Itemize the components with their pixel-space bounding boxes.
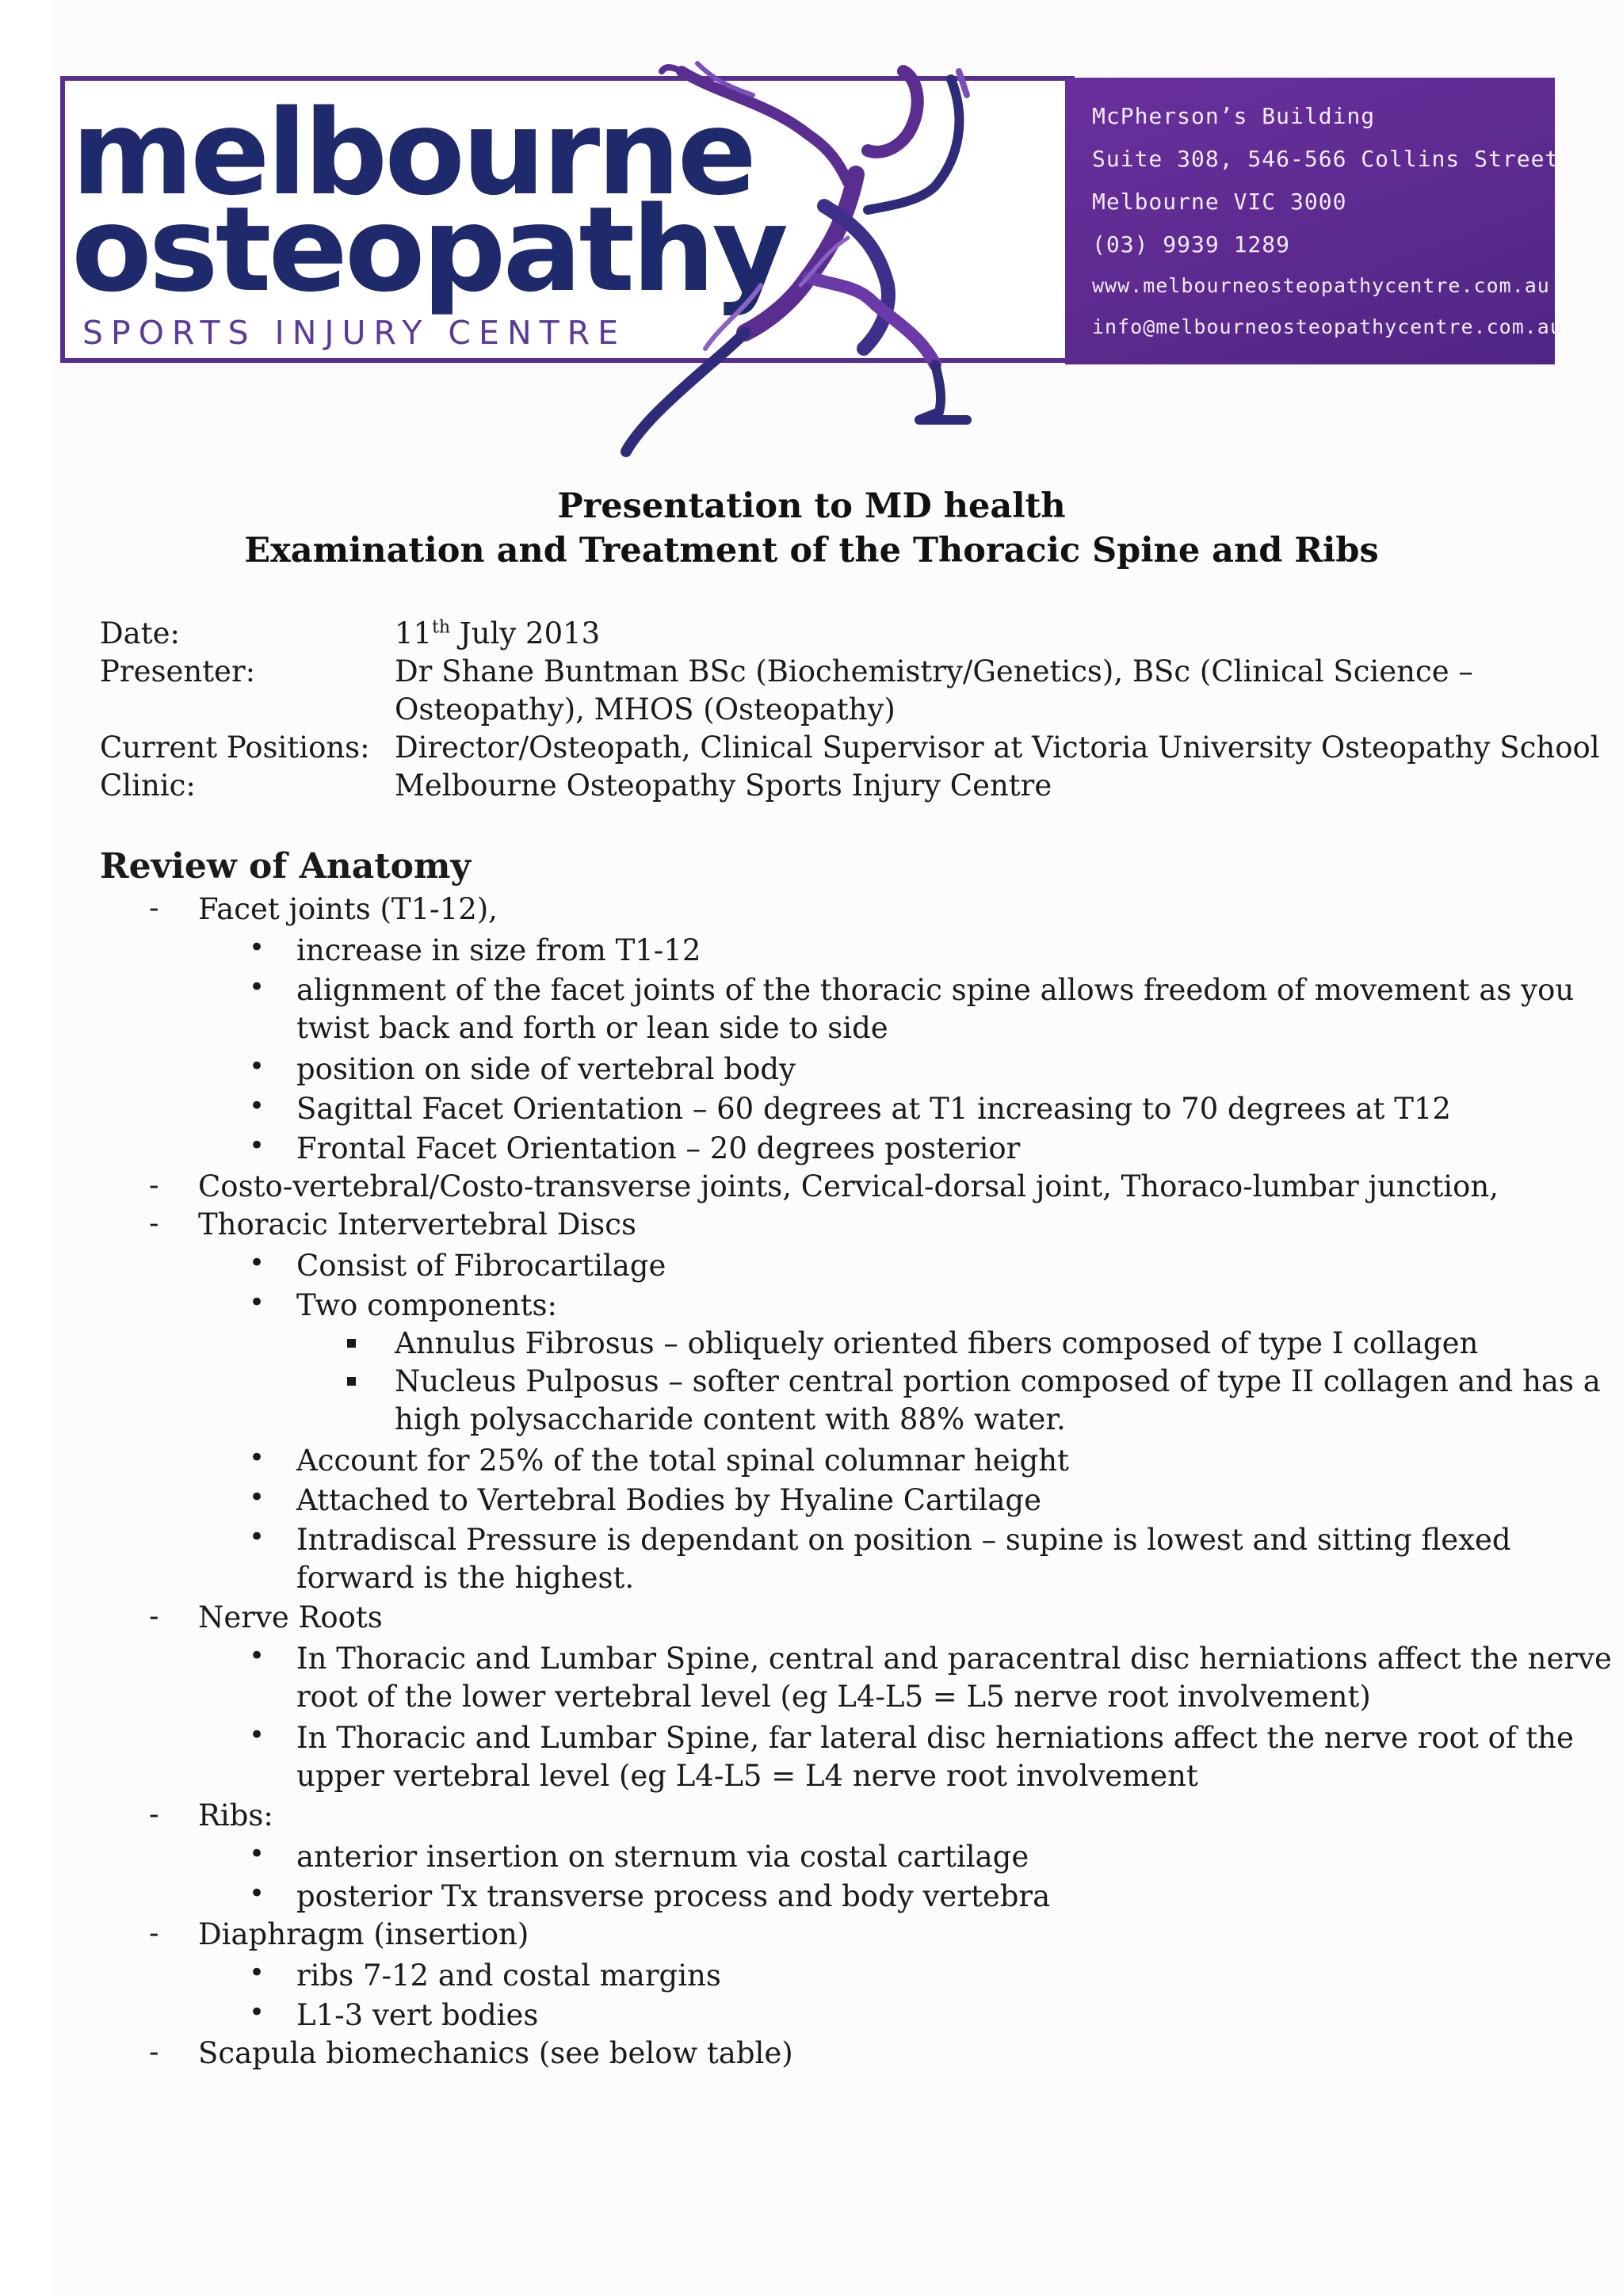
contact-box — [1065, 78, 1563, 364]
list-item: ribs 7-12 and costal margins — [296, 1958, 721, 1993]
list-item-facet-joints: Facet joints (T1-12), — [198, 892, 498, 926]
list-item: Intradiscal Pressure is dependant on position – supine is lowest and sitting flexed — [296, 1523, 1511, 1557]
bullet-marker: • — [249, 932, 265, 963]
list-item: Frontal Facet Orientation – 20 degrees posterior — [296, 1131, 1021, 1165]
square-bullet-icon — [347, 1377, 356, 1386]
list-item: Attached to Vertebral Bodies by Hyaline Cartilage — [296, 1483, 1041, 1517]
bullet-marker: • — [249, 971, 265, 1003]
bullet-marker: • — [249, 1838, 265, 1870]
list-item: alignment of the facet joints of the thoracic spine allows freedom of movement as you — [296, 973, 1575, 1007]
dash-marker: - — [149, 891, 159, 925]
bullet-marker: • — [249, 1640, 265, 1672]
bullet-marker: • — [249, 1482, 265, 1513]
dash-marker: - — [149, 1797, 159, 1831]
logo-wordmark-osteopathy: osteopathy — [71, 181, 785, 318]
bullet-marker: • — [249, 1247, 265, 1279]
bullet-marker: • — [249, 1997, 265, 2028]
date-value: 11th July 2013 — [395, 616, 601, 650]
list-item-costo-vertebral: Costo-vertebral/Costo-transverse joints, Cervical-dorsal joint, Thoraco-lumbar junction, — [198, 1169, 1499, 1203]
clinic-value: Melbourne Osteopathy Sports Injury Centre — [395, 769, 1052, 803]
list-item: position on side of vertebral body — [296, 1052, 796, 1086]
list-item-annulus-fibrosus: Annulus Fibrosus – obliquely oriented fibers composed of type I collagen — [395, 1326, 1479, 1360]
contact-website-link[interactable]: www.melbourneosteopathycentre.com.au — [1092, 274, 1550, 297]
presenter-label: Presenter: — [100, 654, 256, 688]
bullet-marker: • — [249, 1287, 265, 1318]
contact-building: McPherson’s Building — [1092, 103, 1376, 129]
clinic-label: Clinic: — [100, 769, 196, 803]
list-item: Two components: — [296, 1288, 557, 1322]
dash-marker: - — [149, 2035, 159, 2069]
bullet-marker: • — [249, 1719, 265, 1751]
list-item: In Thoracic and Lumbar Spine, central and paracentral disc herniations affect the nerve — [296, 1642, 1612, 1676]
list-item-diaphragm: Diaphragm (insertion) — [198, 1917, 529, 1951]
logo-wordmark-melbourne: melbourne — [71, 85, 754, 221]
list-item-scapula-biomechanics: Scapula biomechanics (see below table) — [198, 2036, 793, 2070]
bullet-marker: • — [249, 1521, 265, 1553]
presenter-value-line2: Osteopathy), MHOS (Osteopathy) — [395, 692, 896, 727]
list-item: Sagittal Facet Orientation – 60 degrees at T1 increasing to 70 degrees at T12 — [296, 1092, 1451, 1126]
list-item: Consist of Fibrocartilage — [296, 1249, 666, 1283]
bullet-marker: • — [249, 1442, 265, 1474]
list-item-continuation: high polysaccharide content with 88% water. — [395, 1402, 1066, 1436]
presenter-value-line1: Dr Shane Buntman BSc (Biochemistry/Genetics), BSc (Clinical Science – — [395, 654, 1473, 688]
date-label: Date: — [100, 616, 180, 650]
list-item: increase in size from T1-12 — [296, 933, 701, 967]
dash-marker: - — [149, 1916, 159, 1950]
contact-city: Melbourne VIC 3000 — [1092, 189, 1347, 215]
list-item: L1-3 vert bodies — [296, 1998, 539, 2032]
bullet-marker: • — [249, 1130, 265, 1161]
letterhead — [0, 0, 1623, 467]
list-item-ribs: Ribs: — [198, 1798, 273, 1833]
list-item: anterior insertion on sternum via costal cartilage — [296, 1840, 1029, 1874]
square-bullet-icon — [347, 1339, 356, 1348]
bullet-marker: • — [249, 1957, 265, 1989]
dash-marker: - — [149, 1599, 159, 1633]
positions-label: Current Positions: — [100, 730, 370, 765]
positions-value: Director/Osteopath, Clinical Supervisor at Victoria University Osteopathy School — [395, 730, 1600, 765]
dash-marker: - — [149, 1206, 159, 1240]
list-item: In Thoracic and Lumbar Spine, far lateral disc herniations affect the nerve root of the — [296, 1721, 1574, 1755]
list-item-continuation: forward is the highest. — [296, 1561, 635, 1595]
bullet-marker: • — [249, 1090, 265, 1122]
running-figure-logo-icon — [586, 48, 1030, 460]
list-item-continuation: upper vertebral level (eg L4-L5 = L4 nerve root involvement — [296, 1759, 1198, 1793]
bullet-marker: • — [249, 1878, 265, 1909]
list-item-continuation: root of the lower vertebral level (eg L4-L5 = L5 nerve root involvement) — [296, 1680, 1371, 1714]
list-item: Account for 25% of the total spinal columnar height — [296, 1444, 1069, 1478]
contact-email-link[interactable]: info@melbourneosteopathycentre.com.au — [1092, 315, 1563, 338]
list-item-continuation: twist back and forth or lean side to side — [296, 1011, 888, 1045]
contact-street: Suite 308, 546-566 Collins Street — [1092, 146, 1560, 172]
dash-marker: - — [149, 1168, 159, 1202]
list-item: posterior Tx transverse process and body vertebra — [296, 1879, 1051, 1913]
document-subtitle: Examination and Treatment of the Thoracic Spine and Ribs — [244, 531, 1379, 570]
list-item-intervertebral-discs: Thoracic Intervertebral Discs — [198, 1207, 636, 1241]
logo-tagline: SPORTS INJURY CENTRE — [82, 314, 627, 352]
document-title: Presentation to MD health — [557, 486, 1066, 526]
bullet-marker: • — [249, 1051, 265, 1082]
list-item-nucleus-pulposus: Nucleus Pulposus – softer central portion composed of type II collagen and has a — [395, 1364, 1601, 1398]
contact-phone: (03) 9939 1289 — [1092, 231, 1291, 257]
section-heading-review-of-anatomy: Review of Anatomy — [100, 846, 472, 887]
list-item-nerve-roots: Nerve Roots — [198, 1600, 383, 1634]
